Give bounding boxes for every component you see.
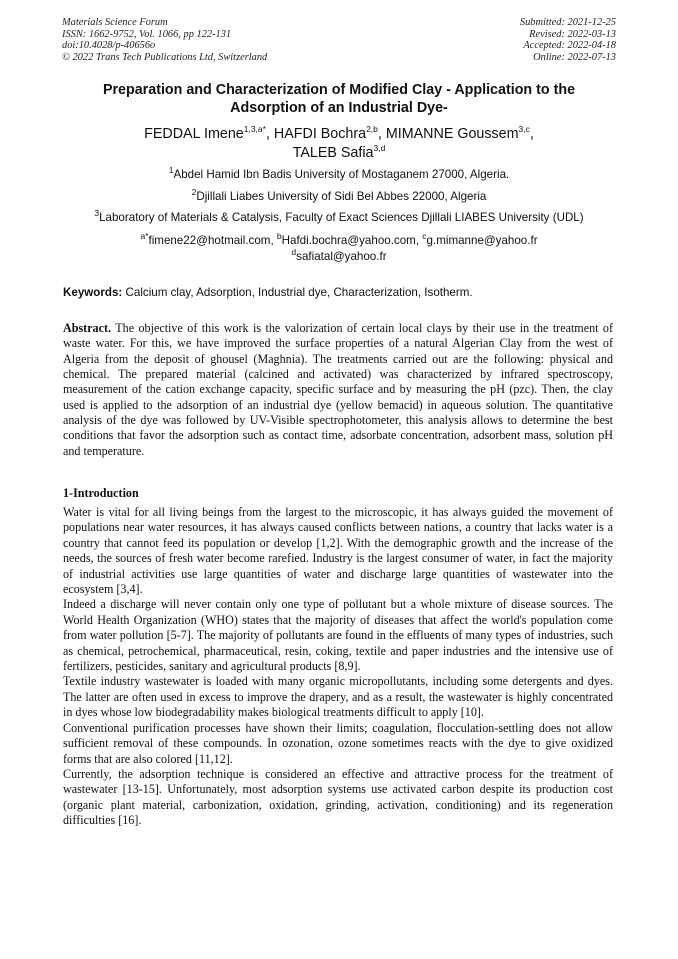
email-line-1: [40, 233, 638, 249]
email-sup: d: [291, 247, 297, 258]
author-name: HAFDI Bochra: [273, 126, 367, 142]
journal-info: [62, 17, 267, 63]
affiliation-text: Djillali Liabes University of Sidi Bel Abbes 22000, Algeria: [196, 190, 487, 203]
affiliation-text: Abdel Hamid Ibn Badis University of Mostaganem 27000, Algeria.: [173, 168, 510, 181]
authors-line-2: [60, 144, 618, 163]
email-address: safiatal@yahoo.fr: [296, 250, 387, 263]
keywords-text: Calcium clay, Adsorption, Industrial dye, Characterization, Isotherm.: [125, 286, 473, 299]
email-address: Hafdi.bochra@yahoo.com,: [281, 234, 423, 247]
email-address: g.mimanne@yahoo.fr: [426, 234, 538, 247]
email-sup: b: [276, 231, 282, 242]
author-separator: ,: [529, 126, 534, 142]
author-affil-sup: 2,b: [366, 124, 378, 135]
abstract: [63, 321, 613, 459]
paragraph: Textile industry wastewater is loaded with many organic micropollutants, including some detergents and dyes. The latter are often used in excess to improve the drapery, and as a result, the wastewater is highly concentrated in dyes whose low biodegradability makes biological treatments difficult to apply [10].: [63, 674, 613, 720]
date-revised: Revised: 2022-03-13: [529, 28, 616, 40]
author-separator: ,: [265, 126, 274, 142]
email-line-2: [40, 249, 638, 265]
author-affil-sup: 1,3,a*: [243, 124, 266, 135]
journal-doi: doi:10.4028/p-40656o: [62, 40, 156, 52]
submission-dates: [520, 17, 616, 63]
date-submitted: Submitted: 2021-12-25: [519, 17, 616, 28]
author-name: FEDDAL Imene: [144, 126, 244, 142]
email-sup: a*: [140, 231, 149, 242]
title-line-2: Adsorption of an Industrial Dye-: [230, 99, 448, 116]
email-sup: c: [422, 231, 427, 242]
journal-name: Materials Science Forum: [62, 17, 168, 28]
introduction-body: [63, 505, 613, 829]
date-online: Online: 2022-07-13: [533, 51, 616, 63]
section-heading-introduction: 1-Introduction: [63, 486, 139, 500]
author-affil-sup: 3,d: [373, 143, 386, 154]
abstract-label: Abstract.: [63, 321, 112, 335]
author-name: TALEB Safia: [292, 145, 374, 161]
email-address: fimene22@hotmail.com,: [148, 234, 277, 247]
paper-title: [50, 82, 628, 117]
affiliation-3: [40, 208, 638, 224]
affiliation-sup: 2: [191, 187, 197, 198]
author-separator: ,: [377, 126, 386, 142]
abstract-text: The objective of this work is the valorization of certain local clays by their use in the treatment of waste water. For this, we have improved the surface properties of a natural Algerian Clay from the west of Algeria from the deposit of ghousel (Maghnia). The treatments carried out are the following: physical and chemical. The prepared material (calcined and activated) was characterized by infrared spectroscopy, measurement of the cation exchange capacity, specific surface and by measuring the pH (pzc). Then, the clay used is applied to the adsorption of an industrial dye (yellow bemacid) in aqueous solution. The quantitative analysis of the dye was followed by UV-Visible spectrophotometer, this analysis allows to determine the best conditions that favor the adsorption such as contact time, adsorbate concentration, adsorbent mass, solution pH and temperature.: [63, 321, 613, 458]
paragraph: Currently, the adsorption technique is considered an effective and attractive process for the treatment of wastewater [13-15]. Unfortunately, most adsorption systems use activated carbon despite its production cost (organic plant material, carbonization, oxidation, grinding, activation, conditioning) and its regeneration difficulties [16].: [63, 766, 613, 828]
keywords: [63, 286, 623, 299]
journal-copyright: © 2022 Trans Tech Publications Ltd, Switzerland: [62, 51, 268, 63]
paragraph: Indeed a discharge will never contain only one type of pollutant but a whole mixture of disease sources. The World Health Organization (WHO) states that the majority of diseases that affect the world's population come from water pollution [5-7]. The majority of pollutants are found in the effluents of many types of industries, such as chemical, petrochemical, pharmaceutical, resin, coking, textile and paper industries and the intensive use of fertilizers, pesticides, sanitary and agricultural products [8,9].: [63, 597, 613, 674]
authors-line-1: [60, 125, 618, 144]
title-line-1: Preparation and Characterization of Modified Clay - Application to the: [102, 82, 576, 98]
paragraph: Conventional purification processes have shown their limits; coagulation, flocculation-settling does not allow sufficient removal of these compounds. In ozonation, ozone sometimes reacts with the dye to give oxidized forms that are also colored [11,12].: [63, 720, 613, 766]
date-accepted: Accepted: 2022-04-18: [523, 40, 616, 52]
affiliation-2: [40, 187, 638, 203]
journal-issn: ISSN: 1662-9752, Vol. 1066, pp 122-131: [62, 28, 232, 40]
keywords-label: Keywords:: [63, 286, 123, 299]
author-name: MIMANNE Goussem: [385, 126, 519, 142]
paragraph: Water is vital for all living beings from the largest to the microscopic, it has always guided the movement of populations near water resources, it has always caused conflicts between nations, a country that lacks water is a country that cannot feed its population or develop [1,2]. With the demographic growth and the increase of the needs, the sources of fresh water become rarefied. Industry is the largest consumer of water, in fact the majority of industrial activities use large quantities of water and discharge large quantities of wastewater into the ecosystem [3,4].: [63, 505, 613, 597]
affiliation-sup: 1: [168, 165, 174, 176]
author-affil-sup: 3,c: [518, 124, 530, 135]
affiliation-text: Laboratory of Materials & Catalysis, Faculty of Exact Sciences Djillali LIABES University (UDL): [99, 211, 584, 224]
affiliation-1: [40, 165, 638, 181]
author-list: [60, 125, 618, 163]
affiliation-sup: 3: [94, 208, 100, 219]
